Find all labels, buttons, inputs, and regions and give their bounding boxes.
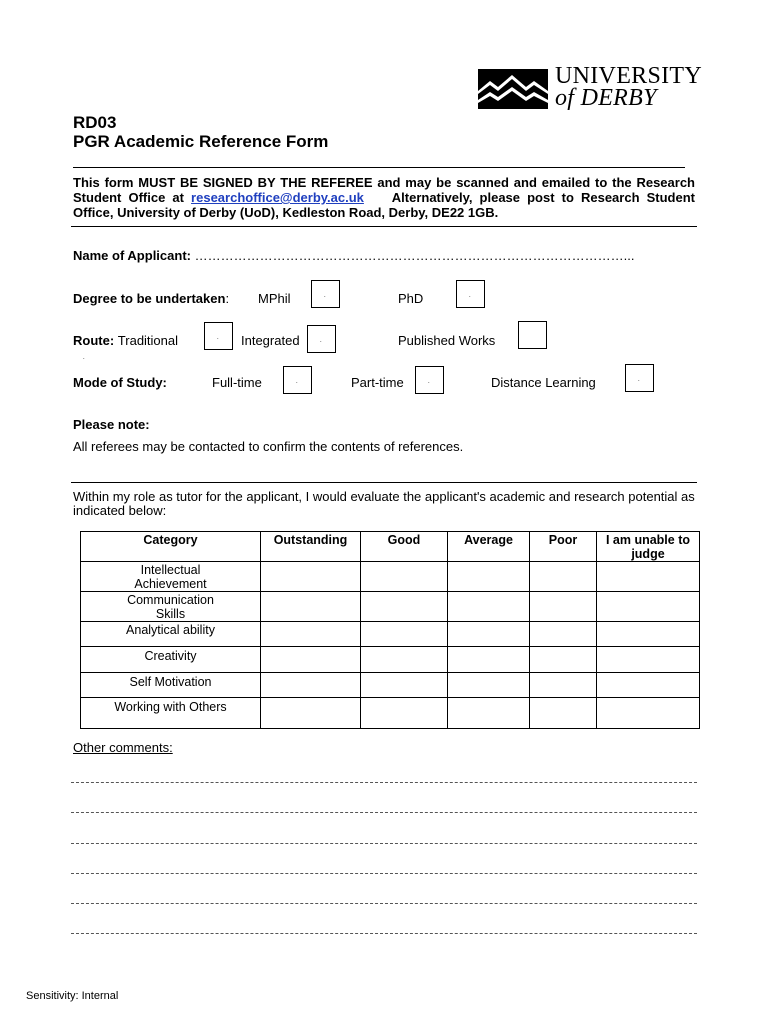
comment-line[interactable]: [71, 843, 697, 844]
rating-cell[interactable]: [361, 698, 448, 729]
column-header: Category: [81, 532, 261, 562]
applicant-name-row: [73, 248, 634, 263]
table-header-row: [81, 532, 700, 562]
traditional-checkbox[interactable]: .: [204, 322, 233, 350]
rating-cell[interactable]: [361, 592, 448, 622]
column-header: Outstanding: [261, 532, 361, 562]
rating-cell[interactable]: [530, 698, 597, 729]
rating-cell[interactable]: [597, 562, 700, 592]
please-note-text: All referees may be contacted to confirm the contents of references.: [73, 439, 464, 454]
published-works-label: Published Works: [398, 333, 496, 348]
rating-cell[interactable]: [597, 647, 700, 673]
divider: [71, 226, 697, 227]
rating-cell[interactable]: [261, 698, 361, 729]
table-row: [81, 562, 700, 592]
category-cell: Creativity: [81, 647, 261, 673]
route-label: Route: Traditional: [73, 333, 179, 348]
column-header: Average: [448, 532, 530, 562]
rating-cell[interactable]: [597, 622, 700, 647]
rating-cell[interactable]: [261, 647, 361, 673]
table-row: [81, 673, 700, 698]
full-time-label: Full-time: [212, 375, 262, 390]
page-title: PGR Academic Reference Form: [73, 132, 329, 151]
rating-cell[interactable]: [448, 622, 530, 647]
part-time-label: Part-time: [351, 375, 404, 390]
please-note-heading: Please note:: [73, 417, 150, 432]
email-link[interactable]: researchoffice@derby.ac.uk: [191, 190, 364, 205]
evaluation-table: [80, 531, 700, 729]
category-cell: Analytical ability: [81, 622, 261, 647]
rating-cell[interactable]: [530, 673, 597, 698]
rating-cell[interactable]: [448, 673, 530, 698]
logo-line1: UNIVERSITY: [555, 63, 702, 89]
full-time-checkbox[interactable]: .: [283, 366, 312, 394]
rating-cell[interactable]: [530, 562, 597, 592]
integrated-label: Integrated: [241, 333, 300, 348]
degree-label: Degree to be undertaken:: [73, 291, 230, 306]
comment-line[interactable]: [71, 812, 697, 813]
university-logo: [478, 63, 702, 114]
rating-cell[interactable]: [361, 647, 448, 673]
notice-text: This form MUST BE SIGNED BY THE REFEREE and may be scanned and emailed to the Research Student Office at: [73, 175, 695, 205]
rating-cell[interactable]: [530, 647, 597, 673]
phd-label: PhD: [398, 291, 424, 306]
rating-cell[interactable]: [361, 673, 448, 698]
rating-cell[interactable]: [597, 592, 700, 622]
integrated-checkbox[interactable]: .: [307, 325, 336, 353]
table-row: [81, 698, 700, 729]
traditional-label: Traditional: [117, 333, 179, 348]
column-header: Poor: [530, 532, 597, 562]
rating-cell[interactable]: [361, 622, 448, 647]
rating-cell[interactable]: [530, 622, 597, 647]
table-row: [81, 647, 700, 673]
rating-cell[interactable]: [261, 673, 361, 698]
divider: [71, 482, 697, 483]
rating-cell[interactable]: [597, 673, 700, 698]
applicant-name-label: Name of Applicant:: [73, 248, 191, 263]
published-works-checkbox[interactable]: [518, 321, 547, 349]
category-cell: Communication Skills: [81, 592, 261, 622]
column-header: I am unable to judge: [597, 532, 700, 562]
rating-cell[interactable]: [261, 622, 361, 647]
rating-cell[interactable]: [261, 592, 361, 622]
notice-address: Alternatively, please post to Research Student Office, University of Derby (UoD), Kedleston Road, Derby, DE22 1GB.: [73, 190, 699, 220]
evaluation-intro: Within my role as tutor for the applicant, I would evaluate the applicant's academic and research potential as indicated below:: [73, 489, 695, 518]
comment-line[interactable]: [71, 933, 697, 934]
rating-cell[interactable]: [597, 698, 700, 729]
rating-cell[interactable]: [261, 562, 361, 592]
logo-line2: of DERBY: [555, 85, 657, 111]
other-comments-label: Other comments:: [73, 740, 173, 755]
rating-cell[interactable]: [448, 698, 530, 729]
column-header: Good: [361, 532, 448, 562]
category-cell: Working with Others: [81, 698, 261, 729]
mphil-checkbox[interactable]: .: [311, 280, 340, 308]
table-row: [81, 592, 700, 622]
mountain-logo-icon: [478, 69, 548, 109]
signing-notice: [73, 175, 699, 220]
form-code: RD03: [73, 113, 117, 132]
stray-mark: .: [83, 355, 85, 361]
distance-learning-label: Distance Learning: [491, 375, 596, 390]
comment-line[interactable]: [71, 903, 697, 904]
comment-line[interactable]: [71, 873, 697, 874]
mphil-label: MPhil: [258, 291, 291, 306]
phd-checkbox[interactable]: .: [456, 280, 485, 308]
applicant-name-field[interactable]: ………………………………………………………………………………………...: [194, 248, 635, 263]
rating-cell[interactable]: [448, 562, 530, 592]
mode-of-study-label: Mode of Study:: [73, 375, 167, 390]
rating-cell[interactable]: [448, 592, 530, 622]
distance-learning-checkbox[interactable]: .: [625, 364, 654, 392]
category-cell: Self Motivation: [81, 673, 261, 698]
comment-line[interactable]: [71, 782, 697, 783]
part-time-checkbox[interactable]: .: [415, 366, 444, 394]
rating-cell[interactable]: [361, 562, 448, 592]
table-row: [81, 622, 700, 647]
rating-cell[interactable]: [530, 592, 597, 622]
sensitivity-label: Sensitivity: Internal: [26, 990, 119, 1002]
rating-cell[interactable]: [448, 647, 530, 673]
divider: [73, 167, 685, 168]
category-cell: Intellectual Achievement: [81, 562, 261, 592]
